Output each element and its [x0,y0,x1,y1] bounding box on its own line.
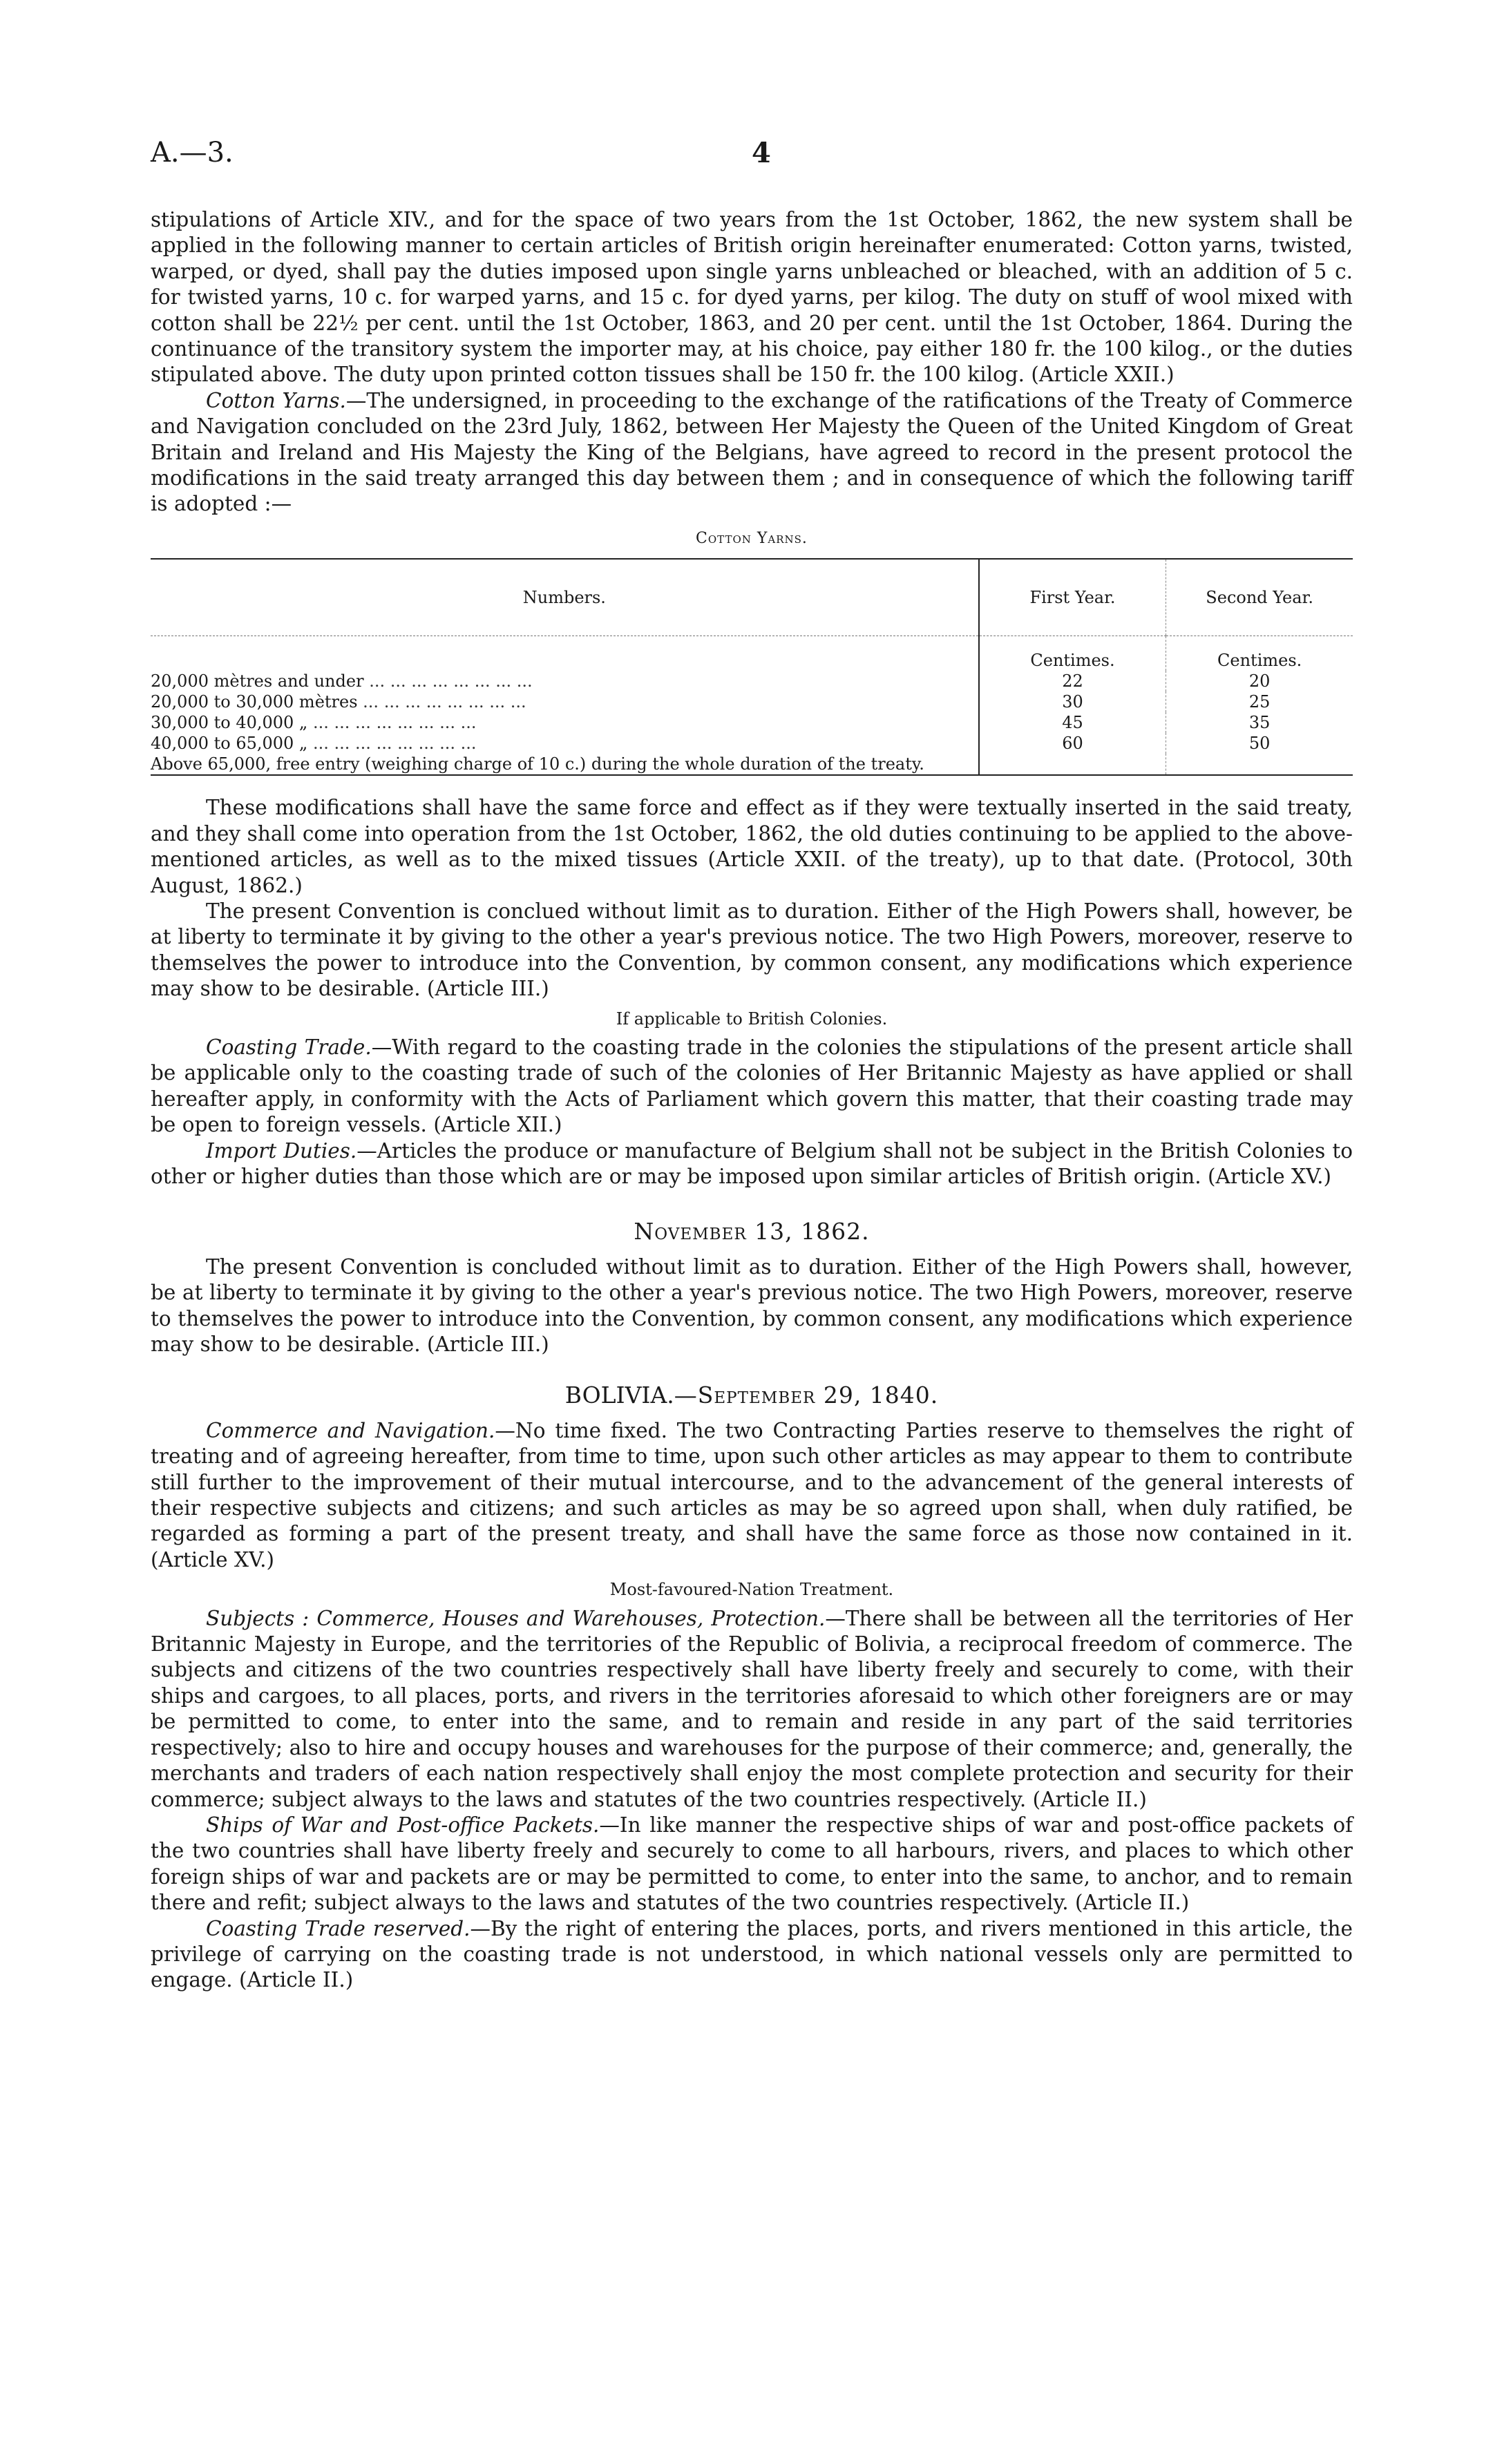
heading-bolivia [151,1382,1353,1408]
paragraph-november-convention: The present Convention is concluded without limit as to duration. Either of the High Powers shall, however, be at liberty to terminate it by giving to the other a year's previous notice. The two High Powers, moreover, reserve to themselves the power to introduce into the Convention, by common consent, any modifications which experience may show to be desirable. (Article III.) [151,1254,1353,1356]
leader-dots: ... ... ... ... ... ... ... ... [313,713,477,733]
ships-of-war-text: —In like manner the respective ships of war and post-office packets of the two countries shall have liberty freely and securely to come to all harbours, rivers, and places to which other foreign ships of war and packets are or may be permitted to come, to enter into the same, to anchor, and to remain there and refit; subject always to the laws and statutes of the two countries respectively. (Article II.) [151,1813,1353,1915]
bolivia-country: BOLIVIA. [564,1382,674,1409]
table-caption: Cotton Yarns. [696,529,808,547]
table-header-row [151,559,1353,636]
units-row [151,636,1353,671]
table-row [151,712,1353,733]
row-second-year: 50 [1166,733,1353,754]
paragraph-cotton-yarns [151,388,1353,517]
import-duties-text: —Articles the produce or manufacture of Belgium shall not be subject in the British Colonies to other or higher duties than those which are or may be imposed upon similar articles of British origin. (Article XV.) [151,1138,1353,1188]
commerce-navigation-label: Commerce and Navigation. [206,1418,495,1442]
paragraph-commerce-navigation [151,1418,1353,1573]
row-second-year: 25 [1166,691,1353,712]
cotton-yarns-table [151,558,1353,776]
header-first-year: First Year. [979,559,1166,636]
subjects-label: Subjects : Commerce, Houses and Warehouses, Protection. [206,1606,826,1630]
row-second-year: 20 [1166,671,1353,691]
paragraph-modifications: These modifications shall have the same force and effect as if they were textually inserted in the said treaty, and they shall come into operation from the 1st October, 1862, the old duties continuing to be applied to the above-mentioned articles, as well as to the mixed tissues (Article XXII. of the treaty), up to that date. (Protocol, 30th August, 1862.) [151,796,1353,897]
table-row [151,691,1353,712]
subhead-british-colonies: If applicable to British Colonies. [616,1009,888,1029]
header-numbers: Numbers. [151,559,979,636]
subhead-most-favoured-nation: Most-favoured-Nation Treatment. [609,1580,894,1600]
leader-dots: ... ... ... ... ... ... ... ... [369,671,533,691]
paragraph-import-duties [151,1138,1353,1190]
import-duties-label: Import Duties. [206,1138,357,1163]
row-label: 20,000 mètres and under [151,671,364,691]
row-second-year: 35 [1166,712,1353,733]
row-label: 30,000 to 40,000 „ [151,713,308,733]
coasting-reserved-label: Coasting Trade reserved. [206,1916,470,1940]
page-header [151,137,1353,178]
commerce-navigation-text: —No time fixed. The two Contracting Parties reserve to themselves the right of treating and of agreeing hereafter, from time to time, upon such other articles as may appear to them to contribute still further to the improvement of their mutual intercourse, and to the advancement of the general interests of their respective subjects and citizens; and such articles as may be so agreed upon shall, when duly ratified, be regarded as forming a part of the present treaty, and shall have the same force as those now contained in it. (Article XV.) [151,1418,1353,1572]
row-label: 20,000 to 30,000 mètres [151,692,358,712]
unit-first-year: Centimes. [979,636,1166,671]
leader-dots: ... ... ... ... ... ... ... ... [363,692,526,712]
footer-row-text: Above 65,000, free entry (weighing charge of 10 c.) during the whole duration of the treaty. [151,754,924,774]
cotton-yarns-label: Cotton Yarns. [206,388,346,412]
subjects-text: —There shall be between all the territories of Her Britannic Majesty in Europe, and the territories of the Republic of Bolivia, a reciprocal freedom of commerce. The subjects and citizens of the two countries respectively shall have liberty freely and securely to come, with their ships and cargoes, to all places, ports, and rivers in the territories aforesaid to which other foreigners are or may be permitted to come, to enter into the same, and to remain and reside in any part of the said territories respectively; also to hire and occupy houses and warehouses for the purpose of their commerce; and, generally, the merchants and traders of each nation respectively shall enjoy the most complete protection and security for their commerce; subject always to the laws and statutes of the two countries respectively. (Article II.) [151,1606,1353,1811]
heading-november-1862: November 13, 1862. [634,1218,870,1245]
paragraph-article-xxii: stipulations of Article XIV., and for the space of two years from the 1st October, 1862, the new system shall be applied in the following manner to certain articles of British origin hereinafter enumerated: Cotton yarns, twisted, warped, or dyed, shall pay the duties imposed upon single yarns unbleached or bleached, with an addition of 5 c. for twisted yarns, 10 c. for warped yarns, and 15 c. for dyed yarns, per kilog. The duty on stuff of wool mixed with cotton shall be 22½ per cent. until the 1st October, 1863, and 20 per cent. until the 1st October, 1864. During the continuance of the transitory system the importer may, at his choice, pay either 180 fr. the 100 kilog., or the duties stipulated above. The duty upon printed cotton tissues shall be 150 fr. the 100 kilog. (Article XXII.) [151,208,1353,387]
paragraph-convention-duration: The present Convention is conclued without limit as to duration. Either of the High Powers shall, however, be at liberty to terminate it by giving to the other a year's previous notice. The two High Powers, moreover, reserve to themselves the power to introduce into the Convention, by common consent, any modifications which experience may show to be desirable. (Article III.) [151,899,1353,1001]
paragraph-subjects [151,1606,1353,1813]
table-row [151,671,1353,691]
coasting-reserved-text: —By the right of entering the places, ports, and rivers mentioned in this article, the privilege of carrying on the coasting trade is not understood, in which national vessels only are permitted to engage. (Article II.) [151,1916,1353,1992]
header-second-year: Second Year. [1166,559,1353,636]
page-body [151,207,1353,1994]
cotton-yarns-text: —The undersigned, in proceeding to the exchange of the ratifications of the Treaty of Commerce and Navigation concluded on the 23rd July, 1862, between Her Majesty the Queen of the United Kingdom of Great Britain and Ireland and His Majesty the King of the Belgians, have agreed to record in the present protocol the modifications in the said treaty arranged this day between them ; and in consequence of which the following tariff is adopted :— [151,388,1353,516]
row-first-year: 22 [979,671,1166,691]
page-number: 4 [752,137,771,169]
leader-dots: ... ... ... ... ... ... ... ... [313,734,477,754]
unit-second-year: Centimes. [1166,636,1353,671]
paragraph-coasting-trade [151,1035,1353,1138]
table-footer-row [151,754,1353,775]
paragraph-coasting-reserved [151,1916,1353,1994]
table-row [151,733,1353,754]
row-first-year: 60 [979,733,1166,754]
row-first-year: 30 [979,691,1166,712]
ships-of-war-label: Ships of War and Post-office Packets. [206,1813,600,1837]
row-first-year: 45 [979,712,1166,733]
coasting-trade-label: Coasting Trade. [206,1035,372,1059]
paragraph-ships-of-war [151,1813,1353,1916]
coasting-trade-text: —With regard to the coasting trade in the colonies the stipulations of the present article shall be applicable only to the coasting trade of such of the colonies of Her Britannic Majesty as have applied or shall hereafter apply, in conformity with the Acts of Parliament which govern this matter, that their coasting trade may be open to foreign vessels. (Article XII.) [151,1035,1353,1137]
row-label: 40,000 to 65,000 „ [151,734,308,754]
bolivia-date: —September 29, 1840. [674,1382,939,1409]
document-reference: A.—3. [151,137,234,169]
